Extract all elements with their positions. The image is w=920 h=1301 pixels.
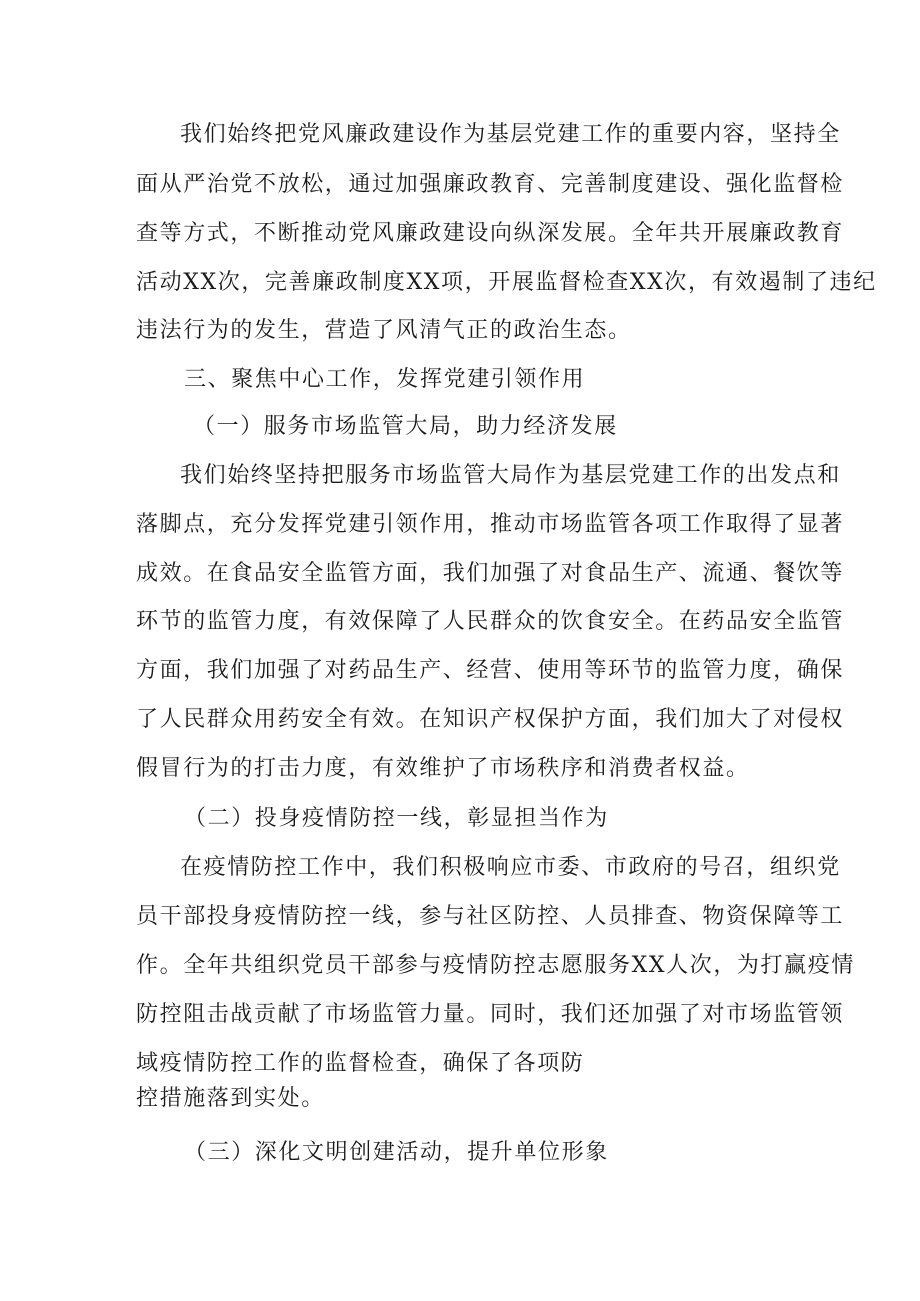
subsection-heading: （一）服务市场监管大局，助力经济发展: [193, 414, 618, 439]
subsection-heading: （三）深化文明创建活动，提升单位形象: [184, 1140, 609, 1165]
paragraph-line: 成效。在食品安全监管方面，我们加强了对食品生产、流通、餐饮等: [136, 561, 845, 586]
paragraph-line: 落脚点，充分发挥党建引领作用，推动市场监管各项工作取得了显著: [136, 512, 845, 537]
paragraph-line: 面从严治党不放松，通过加强廉政教育、完善制度建设、强化监督检: [136, 172, 845, 197]
paragraph-line: 域疫情防控工作的监督检查，确保了各项防: [136, 1051, 585, 1076]
paragraph-line: 违法行为的发生，营造了风清气正的政治生态。: [136, 318, 632, 343]
paragraph-line: 作。全年共组织党员干部参与疫情防控志愿服务XX人次，为打赢疫情: [136, 953, 855, 978]
paragraph-line: 防控阻击战贡献了市场监管力量。同时，我们还加强了对市场监管领: [136, 1002, 845, 1027]
paragraph-line: 假冒行为的打击力度，有效维护了市场秩序和消费者权益。: [136, 756, 750, 781]
paragraph-line: 方面，我们加强了对药品生产、经营、使用等环节的监管力度，确保: [136, 658, 845, 683]
paragraph-line: 员干部投身疫情防控一线，参与社区防控、人员排查、物资保障等工: [136, 904, 845, 929]
paragraph-line: 活动XX次，完善廉政制度XX项，开展监督检查XX次，有效遏制了违纪: [136, 270, 877, 295]
paragraph-line: 我们始终坚持把服务市场监管大局作为基层党建工作的出发点和: [180, 463, 841, 488]
subsection-heading: （二）投身疫情防控一线，彰显担当作为: [184, 806, 609, 831]
paragraph-line: 了人民群众用药安全有效。在知识产权保护方面，我们加大了对侵权: [136, 707, 845, 732]
paragraph-line: 我们始终把党风廉政建设作为基层党建工作的重要内容，坚持全: [180, 122, 841, 147]
paragraph-line: 在疫情防控工作中，我们积极响应市委、市政府的号召，组织党: [180, 855, 841, 880]
paragraph-line: 环节的监管力度，有效保障了人民群众的饮食安全。在药品安全监管: [136, 609, 845, 634]
paragraph-line: 控措施落到实处。: [136, 1086, 325, 1111]
section-heading: 三、聚焦中心工作，发挥党建引领作用: [184, 367, 586, 392]
paragraph-line: 查等方式，不断推动党风廉政建设向纵深发展。全年共开展廉政教育: [136, 221, 845, 246]
